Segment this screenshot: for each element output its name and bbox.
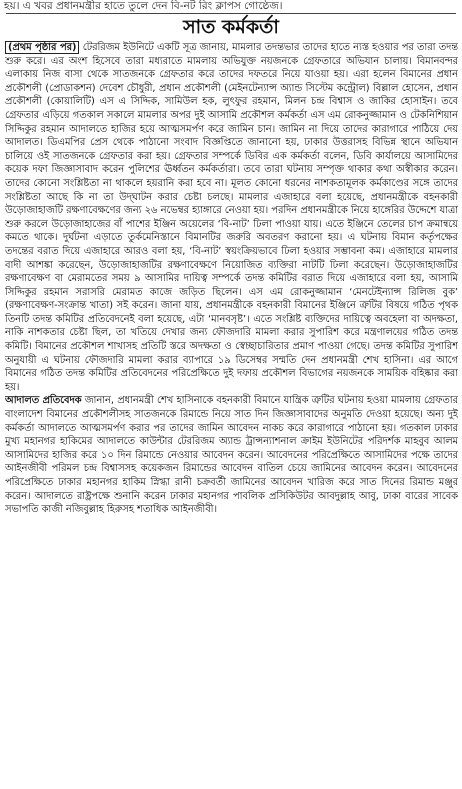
court-reporter-label: আদালত প্রতিবেদক	[5, 395, 82, 407]
paragraph-continuation	[5, 41, 458, 394]
paragraph-1-text: টেররিজম ইউনিটে একটি সূত্র জানায়, মামলার তদন্তভার তাদের হাতে ন্যস্ত হওয়ার পর তারা তদন্ত শুরু করে। এর অংশ হিসেবে তারা মধ্যরাতে মামলায় অভিযুক্ত নয়জনকে গ্রেফতারে অভিযান চালায়। বিমানবন্দর এলাকায় নিজ বাসা থেকে সাতজনকে গ্রেফতার করে তাদের দফতরে নিয়ে যাওয়া হয়। এরা হলেন বিমানের প্রধান প্রকৌশলী (প্রোডাকশন) দেবেশ চৌধুরী, প্রধান প্রকৌশলী (মেইনটেন্যান্স অ্যান্ড সিস্টেম কন্ট্রোল) বিল্লাল হোসেন, প্রধান প্রকৌশলী (কোয়ালিটি) এস এ সিদ্দিক, সামিউল হক, লুৎফুর রহমান, মিলন চন্দ্র বিশ্বাস ও জাকির হোসাইন। তবে গ্রেফতার এড়িয়ে গতকাল সকালে মামলার অপর দুই আসামি প্রকৌশল কর্মকর্তা এস এম রোকনুজ্জামান ও টেকনিশিয়ান সিদ্দিকুর রহমান আদালতে হাজির হয়ে আত্মসমর্পণ করে জামিন চান। জামিন না দিয়ে তাদের কারাগারে পাঠিয়ে দেয় আদালত। ডিএমপির প্রেস থেকে পাঠানো সংবাদ বিজ্ঞপ্তিতে জানানো হয়, ঢাকার উত্তরাসহ বিভিন্ন স্থানে অভিযান চালিয়ে ওই সাতজনকে গ্রেফতার করা হয়। গ্রেফতার সম্পর্কে ডিবির এক কর্মকর্তা বলেন, ডিবি কার্যালয়ে আসামিদের কয়েক দফা জিজ্ঞাসাবাদ করেন পুলিশের ঊর্ধ্বতন কর্মকর্তারা। তবে তারা ঘটনায় সম্পৃক্ত থাকার কথা অস্বীকার করেন। তাদের কোনো সংশ্লিষ্টতা না থাকলে হয়রানি করা হবে না। মূলত কোনো ধরনের নাশকতামূলক কর্মকাণ্ডের সঙ্গে তাদের সংশ্লিষ্টতা আছে কি না তা উদ্‌ঘাটন করার চেষ্টা চলছে। মামলার এজাহারে বলা হয়েছে, প্রধানমন্ত্রীকে বহনকারী উড়োজাহাজটি রক্ষণাবেক্ষণের জন্য ২৬ নভেম্বর হ্যাঙ্গারে নেওয়া হয়। পরদিন প্রধানমন্ত্রীকে নিয়ে হাঙ্গেরির উদ্দেশে যাত্রা শুরু করলে উড়োজাহাজের বাঁ পাশের ইঞ্জিন অয়েলের ‘বি-নাট’ ঢিলা পাওয়া যায়। এতে ইঞ্জিনে তেলের চাপ ক্রমান্বয়ে কমতে থাকে। দুর্ঘটনা এড়াতে তুর্কমেনিস্তানে বিমানটির জরুরি অবতরণ করানো হয়। এ ঘটনায় বিমান কর্তৃপক্ষের তদন্তের বরাত দিয়ে এজাহারে আরও বলা হয়, ‘বি-নাট’ স্বয়ংক্রিয়ভাবে ঢিলা হওয়ার সম্ভাবনা কম। এজাহারে মামলার বাদী আশঙ্কা করেছেন, উড়োজাহাজটির রক্ষণাবেক্ষণে নিয়োজিত ব্যক্তিরা নাটটি ঢিলা করেছেন। উড়োজাহাজটির রক্ষণাবেক্ষণ বা মেরামতের সময় ৯ আসামির দায়িত্ব সম্পর্কে তদন্ত কমিটির বরাত দিয়ে এজাহারে বলা হয়, আসামি সিদ্দিকুর রহমান সরাসরি মেরামত কাজে জড়িত ছিলেন। এস এম রোকনুজ্জামান ‘মেনটেইন্যান্স রিলিজ বুক’ (রক্ষণাবেক্ষণ-সংক্রান্ত খাতা) সই করেন। জানা যায়, প্রধানমন্ত্রীকে বহনকারী বিমানের ইঞ্জিনে ত্রুটির বিষয়ে গঠিত পৃথক তিনটি তদন্ত কমিটির প্রতিবেদনেই বলা হয়েছে, এটা ‘মানবসৃষ্ট’। এতে সংশ্লিষ্ট ব্যক্তিদের দায়িত্বে অবহেলা বা অদক্ষতা, নাকি নাশকতার চেষ্টা ছিল, তা খতিয়ে দেখার জন্য ফৌজদারি মামলা করার সুপারিশ করে মন্ত্রণালয়ের গঠিত তদন্ত কমিটি। বিমানের প্রকৌশল শাখাসহ প্রতিটি স্তরে অদক্ষতা ও স্বেচ্ছাচারিতার প্রমাণ পাওয়া গেছে। তদন্ত কমিটির সুপারিশ অনুযায়ী এ ঘটনায় ফৌজদারি মামলা করার ব্যাপারে ১৯ ডিসেম্বর সম্মতি দেন প্রধানমন্ত্রী শেখ হাসিনা। এর আগে বিমানের গঠিত তদন্ত কমিটির প্রতিবেদনের পরিপ্রেক্ষিতে দুই দফায় প্রকৌশল বিভাগের নয়জনকে সাময়িক বহিষ্কার করা হয়।	[5, 42, 458, 393]
article-body	[5, 41, 458, 783]
article-headline: সাত কর্মকর্তা	[183, 16, 279, 38]
divider-rule	[6, 13, 456, 14]
paragraph-court-report	[5, 394, 458, 516]
continuation-label: (প্রথম পৃষ্ঠার পর)	[5, 41, 79, 54]
clipped-previous-line: হয়। এ খবর প্রধানমন্ত্রীর হাতে তুলে দেন বি-নট রিং ক্লাপস গোষ্ঠেজ।	[4, 0, 283, 12]
paragraph-2-text: জানান, প্রধানমন্ত্রী শেখ হাসিনাকে বহনকারী বিমানে যান্ত্রিক ত্রুটির ঘটনায় হওয়া মামলায় গ্রেফতার বাংলাদেশ বিমানের প্রকৌশলীসহ সাতজনকে রিমান্ডে নিয়ে সাত দিন জিজ্ঞাসাবাদের অনুমতি দেওয়া হয়েছে। অন্য দুই কর্মকর্তা আদালতে আত্মসমর্পণ করার পর তাদের জামিন আবেদন নাকচ করে কারাগারে পাঠানো হয়। গতকাল ঢাকার মুখ্য মহানগর হাকিমের আদালতে কাউন্টার টেররিজম অ্যান্ড ট্রান্সন্যাশনাল ক্রাইম ইউনিটের পরিদর্শক মাহবুব আলম আসামিদের হাজির করে ১০ দিন রিমান্ডে নেওয়ার আবেদন করেন। আবেদনের পরিপ্রেক্ষিতে আসামিদের পক্ষে তাদের আইনজীবী পরিমল চন্দ্র বিশ্বাসসহ কয়েকজন রিমান্ডের আবেদন বাতিল চেয়ে জামিনের আবেদন করেন। আবেদনের পরিপ্রেক্ষিতে ঢাকার মহানগর হাকিম স্নিগ্ধা রানী চক্রবর্তী জামিনের আবেদন খারিজ করে সাত দিনের রিমান্ড মঞ্জুর করেন। আদালতে রাষ্ট্রপক্ষে শুনানি করেন ঢাকার মহানগর পাবলিক প্রসিকিউটর আবদুল্লাহ আবু, ঢাকা বারের সাবেক সভাপতি কাজী নজিবুল্লাহ হিরুসহ শতাধিক আইনজীবী।	[5, 395, 458, 516]
